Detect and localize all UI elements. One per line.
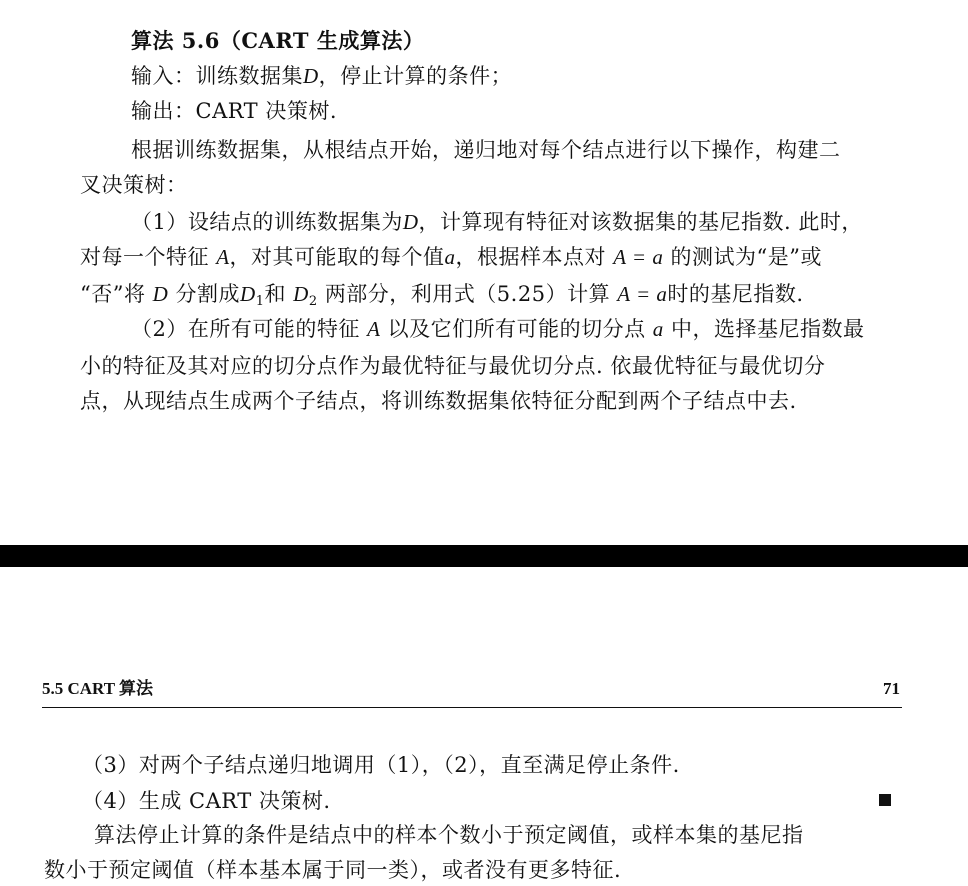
end-of-algorithm-square-icon [879,794,891,806]
step2-line-2: 小的特征及其对应的切分点作为最优特征与最优切分点. 依最优特征与最优切分 [80,354,826,378]
step1-line-2: 对每一个特征 A，对其可能取的每个值a，根据样本点对 A = a 的测试为“是”或 [80,245,822,269]
note-line-1: 算法停止计算的条件是结点中的样本个数小于预定阈值，或样本集的基尼指 [94,823,804,847]
step2-line-1: （2）在所有可能的特征 A 以及它们所有可能的切分点 a 中，选择基尼指数最 [131,317,865,341]
step4-line: （4）生成 CART 决策树. [82,789,331,813]
algorithm-title: 算法 5.6（CART 生成算法） [131,28,425,53]
page-separator-band [0,545,968,567]
step1-line-3: “否”将 D 分割成$D_1$和 $D_2$ 两部分，利用式（5.25）计算 A = a时的基尼指数. [80,282,804,309]
intro-line-1: 根据训练数据集，从根结点开始，递归地对每个结点进行以下操作，构建二 [131,138,841,162]
step3-line: （3）对两个子结点递归地调用（1），（2），直至满足停止条件. [82,753,680,777]
page-number: 71 [883,679,900,698]
section-heading: 5.5 CART 算法 [42,679,154,698]
step2-line-3: 点，从现结点生成两个子结点，将训练数据集依特征分配到两个子结点中去. [80,389,797,413]
step1-line-1: （1）设结点的训练数据集为D，计算现有特征对该数据集的基尼指数. 此时， [131,210,863,234]
note-line-2: 数小于预定阈值（样本基本属于同一类），或者没有更多特征. [44,858,622,882]
algorithm-input: 输入：训练数据集D，停止计算的条件； [131,64,513,88]
running-head [42,676,900,702]
running-head-rule [42,707,902,708]
algorithm-output: 输出：CART 决策树. [131,99,338,123]
intro-line-2: 叉决策树： [80,173,188,197]
